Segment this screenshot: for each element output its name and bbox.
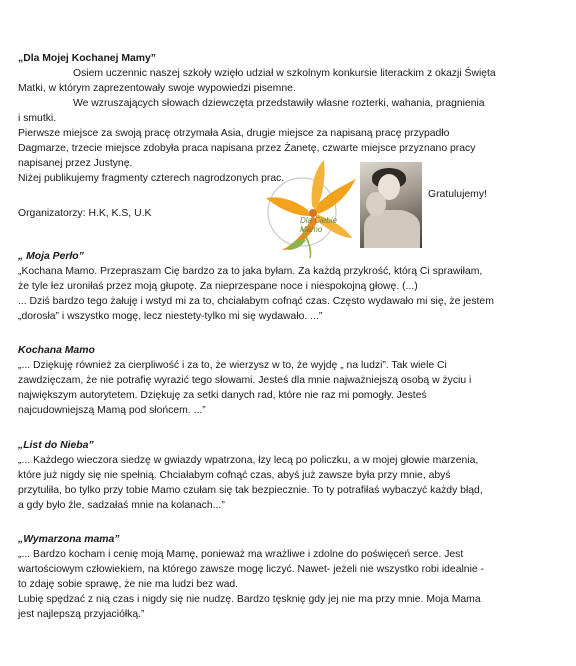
section-heading-list-do-nieba: „List do Nieba” bbox=[18, 440, 94, 451]
section-4-line-1: „... Bardzo kocham i cenię moją Mamę, ponieważ ma wrażliwe i zdolne do poświęceń serce. Jest bbox=[18, 549, 464, 560]
intro-line-6: Dagmarze, trzecie miejsce zdobyła praca napisana przez Żanetę, czwarte miejsce przyznano pracy bbox=[18, 143, 476, 154]
intro-line-2: Matki, w którym zaprezentowały swoje wypowiedzi pisemne. bbox=[18, 83, 296, 94]
section-1-line-2: że tyle łez uroniłaś przez moją głupotę. Za nieprzespane noce i niespokojną głowę. (...) bbox=[18, 281, 418, 292]
emblem-caption: Dla Ciebie Mamo bbox=[300, 216, 337, 234]
intro-line-1: Osiem uczennic naszej szkoły wzięło udział w szkolnym konkursie literackim z okazji Święta bbox=[73, 68, 496, 79]
section-3-line-1: „... Każdego wieczora siedzę w gwiazdy wpatrzona, łzy lecą po policzku, a w mojej głowie marzenia, bbox=[18, 455, 479, 466]
section-heading-kochana-mamo: Kochana Mamo bbox=[18, 345, 95, 356]
section-1-line-1: „Kochana Mamo. Przepraszam Cię bardzo za to jaka byłam. Za każdą przykrość, którą Ci sprawiłam, bbox=[18, 266, 483, 277]
intro-line-3: We wzruszających słowach dziewczęta przedstawiły własne rozterki, wahania, pragnienia bbox=[73, 98, 485, 109]
section-4-line-3: to zdaję sobie sprawę, że nie ma ludzi bez wad. bbox=[18, 579, 239, 590]
section-4-line-5: jest najlepszą przyjaciółką.” bbox=[18, 609, 145, 620]
section-heading-moja-perlo: „ Moja Perło” bbox=[18, 251, 84, 262]
section-3-line-3: przytuliła, bo tylko przy tobie Mamo czułam się tak bezpiecznie. To ty potrafiłaś wybaczyć każdy błąd, bbox=[18, 485, 483, 496]
section-2-line-2: zawdzięczam, że nie potrafię wyrazić tego słowami. Jesteś dla mnie najważniejszą osobą w życiu i bbox=[18, 375, 472, 386]
intro-line-4: i smutki. bbox=[18, 113, 57, 124]
section-4-line-2: wartościowym człowiekiem, na którego zawsze mogę liczyć. Nawet- jeżeli nie wszystko robi idealnie - bbox=[18, 564, 485, 575]
section-2-line-3: największym autorytetem. Dziękuję za setki danych rad, które nie raz mi pomogły. Jesteś bbox=[18, 390, 427, 401]
document-title: „Dla Mojej Kochanej Mamy” bbox=[18, 53, 156, 64]
section-1-line-3: ... Dziś bardzo tego żałuję i wstyd mi za to, chciałabym cofnąć czas. Często wydawało mi się, że jestem bbox=[18, 296, 494, 307]
section-3-line-4: a gdy było źle, sadzałaś mnie na kolanach...” bbox=[18, 500, 225, 511]
intro-line-5: Pierwsze miejsce za swoją pracę otrzymała Asia, drugie miejsce za napisaną pracę przypadło bbox=[18, 128, 450, 139]
organizers-text: Organizatorzy: H.K, K.S, U.K bbox=[18, 208, 152, 219]
intro-line-8: Niżej publikujemy fragmenty czterech nagrodzonych prac. bbox=[18, 173, 285, 184]
intro-line-7: napisanej przez Justynę. bbox=[18, 158, 133, 169]
flower-emblem-icon bbox=[262, 158, 358, 260]
mother-child-photo bbox=[360, 162, 422, 248]
section-3-line-2: które już nigdy się nie spełnią. Chciałabym cofnąć czas, abyś już zawsze była przy mnie, abyś bbox=[18, 470, 451, 481]
congratulations-text: Gratulujemy! bbox=[428, 189, 487, 200]
section-4-line-4: Lubię spędzać z nią czas i nigdy się nie nudzę. Bardzo tęsknię gdy jej nie ma przy mnie. Moja Mama bbox=[18, 594, 481, 605]
section-heading-wymarzona-mama: „Wymarzona mama” bbox=[18, 534, 120, 545]
section-2-line-4: najcudowniejszą Mamą pod słońcem. ...” bbox=[18, 405, 206, 416]
section-2-line-1: „... Dziękuję również za cierpliwość i za to, że wierzysz w to, że wyjdę „ na ludzi”. Tak wiele Ci bbox=[18, 360, 447, 371]
section-1-line-4: „dorosła” i wszystko mogę, lecz niestety-tylko mi się wydawało. ...” bbox=[18, 311, 323, 322]
